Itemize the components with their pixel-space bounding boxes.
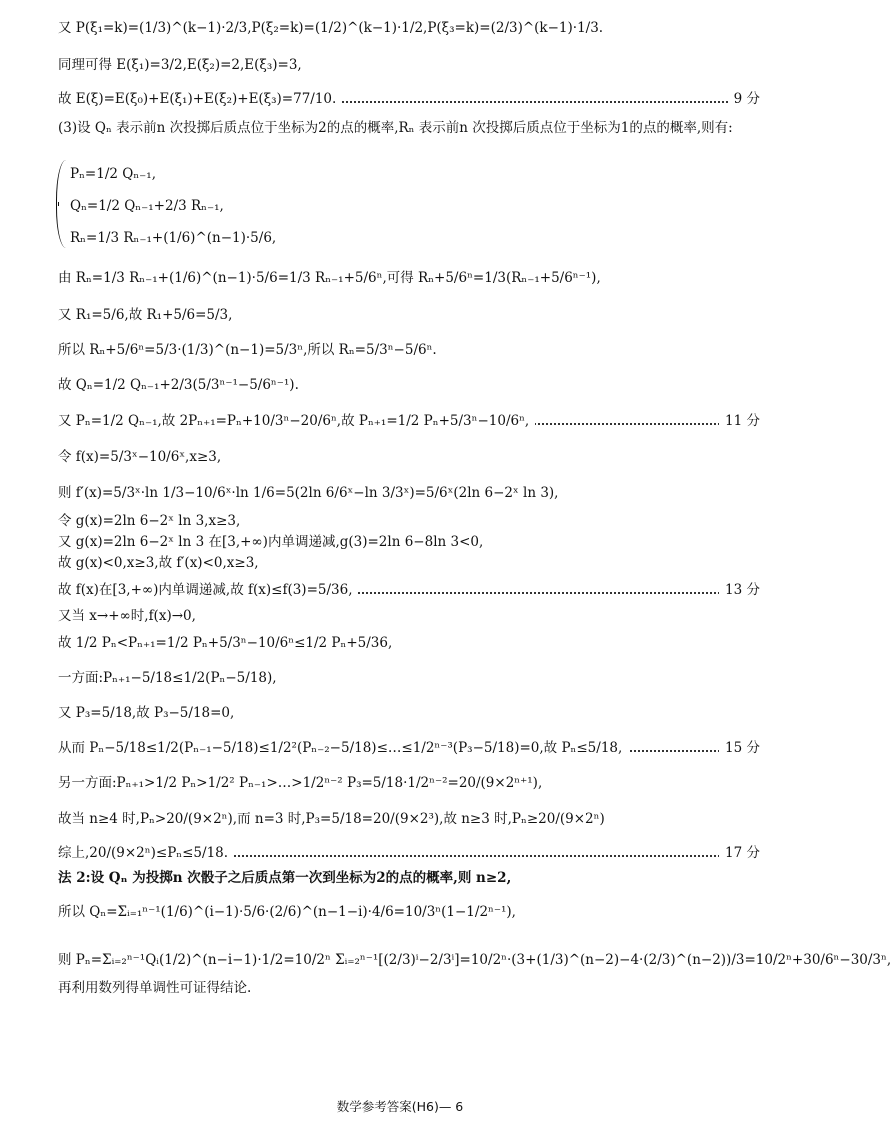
line-pn-recurrence: 又 Pₙ=1/2 Qₙ₋₁,故 2Pₙ₊₁=Pₙ+10/3ⁿ−20/6ⁿ,故 Pₙ₊₁=1/2 Pₙ+5/3ⁿ−10/6ⁿ, 11 分: [58, 413, 760, 429]
page-footer: 数学参考答案(H6)— 6: [336, 1099, 464, 1114]
score-mark: 11 分: [719, 411, 760, 431]
line-g-decreasing: 又 g(x)=2ln 6−2ˣ ln 3 在[3,+∞)内单调递减,g(3)=2ln 6−8ln 3<0,: [58, 534, 484, 550]
line-f-bound: 故 f(x)在[3,+∞)内单调递减,故 f(x)≤f(3)=5/36, 13 分: [58, 582, 760, 598]
score-mark: 15 分: [719, 738, 760, 758]
line-r-recurrence: 由 Rₙ=1/3 Rₙ₋₁+(1/6)^(n−1)·5/6=1/3 Rₙ₋₁+5/6ⁿ,可得 Rₙ+5/6ⁿ=1/3(Rₙ₋₁+5/6ⁿ⁻¹),: [58, 270, 601, 286]
line-other-side: 另一方面:Pₙ₊₁>1/2 Pₙ>1/2² Pₙ₋₁>…>1/2ⁿ⁻² P₃=5/18·1/2ⁿ⁻²=20/(9×2ⁿ⁺¹),: [58, 775, 543, 791]
line-expectations: 同理可得 E(ξ₁)=3/2,E(ξ₂)=2,E(ξ₃)=3,: [58, 57, 302, 73]
line-system-q: Qₙ=1/2 Qₙ₋₁+2/3 Rₙ₋₁,: [70, 198, 224, 214]
line-g-negative: 故 g(x)<0,x≥3,故 f′(x)<0,x≥3,: [58, 555, 259, 571]
line-upper-bound: 从而 Pₙ−5/18≤1/2(Pₙ₋₁−5/18)≤1/2²(Pₙ₋₂−5/18)≤…≤1/2ⁿ⁻³(P₃−5/18)=0,故 Pₙ≤5/18, 15 分: [58, 740, 760, 756]
score-mark: 17 分: [719, 843, 760, 863]
line-system-r: Rₙ=1/3 Rₙ₋₁+(1/6)^(n−1)·5/6,: [70, 230, 277, 246]
line-qn-formula: 故 Qₙ=1/2 Qₙ₋₁+2/3(5/3ⁿ⁻¹−5/6ⁿ⁻¹).: [58, 377, 299, 393]
line-one-side: 一方面:Pₙ₊₁−5/18≤1/2(Pₙ−5/18),: [58, 670, 277, 686]
line-method2-final: 再利用数列得单调性可证得结论.: [58, 980, 252, 996]
system-brace-tip: [52, 202, 59, 206]
line-expectation-distributions: 又 P(ξ₁=k)=(1/3)^(k−1)·2/3,P(ξ₂=k)=(1/2)^(k−1)·1/2,P(ξ₃=k)=(2/3)^(k−1)·1/3.: [58, 20, 604, 36]
line-method2: 法 2:设 Qₙ 为投掷n 次骰子之后质点第一次到坐标为2的点的概率,则 n≥2,: [58, 870, 512, 886]
score-mark: 9 分: [728, 89, 760, 109]
line-method2-pn: 则 Pₙ=Σᵢ₌₂ⁿ⁻¹Qᵢ(1/2)^(n−i−1)·1/2=10/2ⁿ Σᵢ₌₂ⁿ⁻¹[(2/3)ⁱ−2/3ⁱ]=10/2ⁿ·(3+(1/3)^(n−2)−4·(2/3)^(n−2))/3=10/2ⁿ+30/6ⁿ−30/3ⁿ,: [58, 952, 891, 968]
line-total-expectation: 故 E(ξ)=E(ξ₀)+E(ξ₁)+E(ξ₂)+E(ξ₃)=77/10. 9 分: [58, 91, 760, 107]
line-method2-qn: 所以 Qₙ=Σᵢ₌₁ⁿ⁻¹(1/6)^(i−1)·5/6·(2/6)^(n−1−i)·4/6=10/3ⁿ(1−1/2ⁿ⁻¹),: [58, 904, 516, 920]
line-conclusion: 综上,20/(9×2ⁿ)≤Pₙ≤5/18. 17 分: [58, 845, 760, 861]
line-rn-formula: 所以 Rₙ+5/6ⁿ=5/3·(1/3)^(n−1)=5/3ⁿ,所以 Rₙ=5/3ⁿ−5/6ⁿ.: [58, 342, 437, 358]
line-part3-setup: (3)设 Qₙ 表示前n 次投掷后质点位于坐标为2的点的概率,Rₙ 表示前n 次投掷后质点位于坐标为1的点的概率,则有:: [58, 120, 733, 136]
line-define-f: 令 f(x)=5/3ˣ−10/6ˣ,x≥3,: [58, 449, 222, 465]
line-p3: 又 P₃=5/18,故 P₃−5/18=0,: [58, 705, 235, 721]
line-lower-bound: 故当 n≥4 时,Pₙ>20/(9×2ⁿ),而 n=3 时,P₃=5/18=20/(9×2³),故 n≥3 时,Pₙ≥20/(9×2ⁿ): [58, 811, 605, 827]
line-f-derivative: 则 f′(x)=5/3ˣ·ln 1/3−10/6ˣ·ln 1/6=5(2ln 6/6ˣ−ln 3/3ˣ)=5/6ˣ(2ln 6−2ˣ ln 3),: [58, 485, 559, 501]
line-r1: 又 R₁=5/6,故 R₁+5/6=5/3,: [58, 307, 233, 323]
line-define-g: 令 g(x)=2ln 6−2ˣ ln 3,x≥3,: [58, 513, 241, 529]
line-pn-inequality: 故 1/2 Pₙ<Pₙ₊₁=1/2 Pₙ+5/3ⁿ−10/6ⁿ≤1/2 Pₙ+5/36,: [58, 635, 393, 651]
score-mark: 13 分: [719, 580, 760, 600]
line-system-p: Pₙ=1/2 Qₙ₋₁,: [70, 166, 156, 182]
line-f-limit: 又当 x→+∞时,f(x)→0,: [58, 608, 196, 624]
